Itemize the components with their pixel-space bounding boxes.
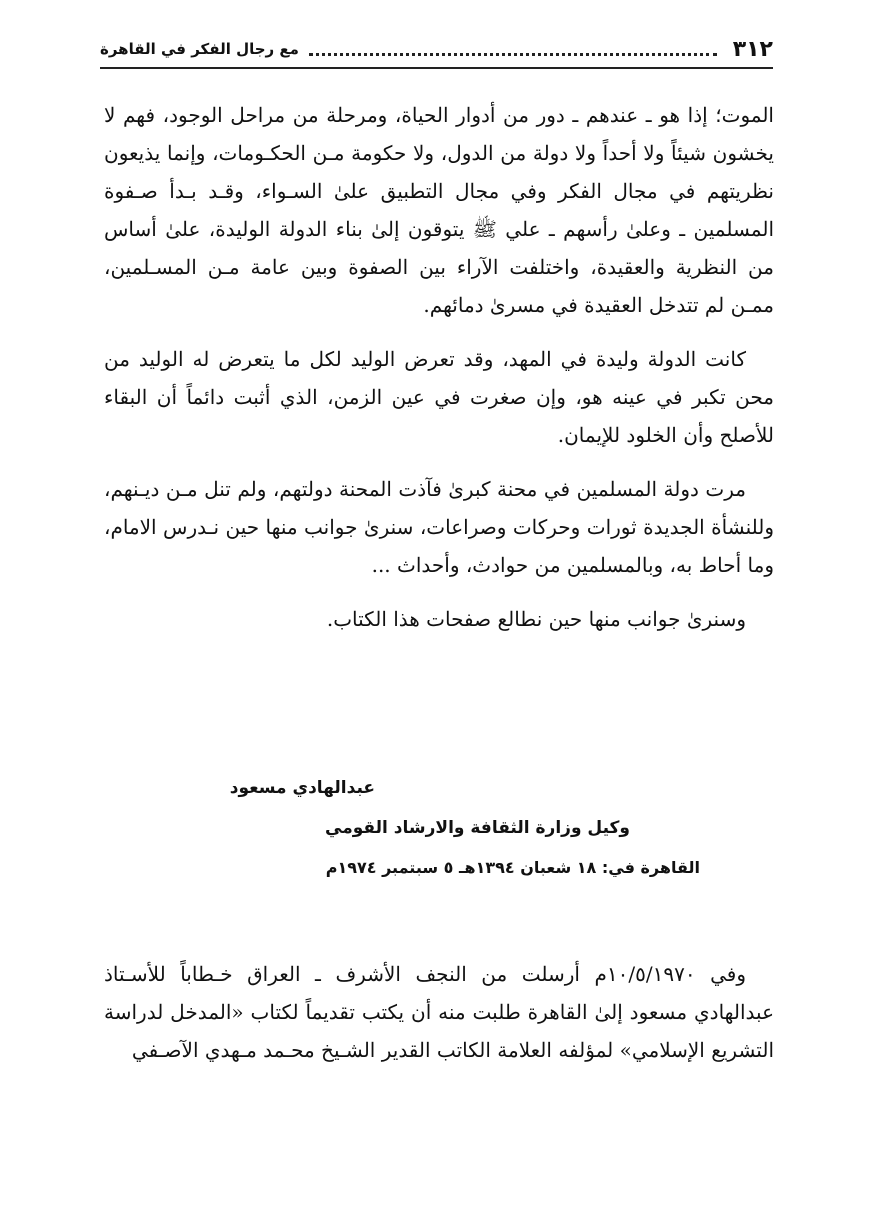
paragraph: الموت؛ إذا هو ـ عندهم ـ دور من أدوار الحياة، ومرحلة من مراحل الوجود، فهم لا يخشون شيئاً ولا أحداً ولا دولة من الدول، ولا حكومة مـن الحكـومات، وإنما يذيعون نظريتهم في مجال الفكر وفي مجال التطبيق علىٰ السـواء، وقـد بـدأ صـفوة المسلمين ـ وعلىٰ رأسهم ـ علي ﷺ يتوقون إلىٰ بناء الدولة الوليدة، علىٰ أساس من النظرية والعقيدة، واختلفت الآراء بين الصفوة وبين عامة مـن المسـلمين، ممـن لم تتدخل العقيدة في مسرىٰ دمائهم. (104, 103, 775, 317)
header-rule (100, 67, 773, 69)
running-title: مع رجال الفكر في القاهرة (100, 40, 299, 58)
paragraph: وفي ١٠/٥/١٩٧٠م أرسلت من النجف الأشرف ـ العراق خـطاباً للأسـتاذ عبدالهادي مسعود إلىٰ القاهرة طلبت منه أن يكتب تقديماً لكتاب «المدخل لدراسة التشريع الإسلامي» لمؤلفه العلامة الكاتب القدير الشـيخ محـمد مـهدي الآصـفي (104, 962, 775, 1062)
page-number: ٣١٢ (732, 36, 773, 62)
signature-title: وكيل وزارة الثقافة والارشاد القومي (325, 818, 630, 838)
paragraph: وسنرىٰ جوانب منها حين نطالع صفحات هذا الكتاب. (326, 607, 746, 631)
paragraph: كانت الدولة وليدة في المهد، وقد تعرض الوليد لكل ما يتعرض له الوليد من محن تكبر في عينه هو، وإن صغرت في عين الزمن، الذي أثبت دائماً أن البقاء للأصلح وأن الخلود للإيمان. (104, 347, 774, 447)
paragraph: مرت دولة المسلمين في محنة كبرىٰ فآذت المحنة دولتهم، ولم تنل مـن ديـنهم، وللنشأة الجديدة ثورات وحركات وصراعات، سنرىٰ جوانب منها حين نـدرس الامام، وما أحاط به، وبالمسلمين من حوادث، وأحداث ... (104, 477, 774, 577)
signature-name: عبدالهادي مسعود (229, 778, 375, 798)
closing-text (104, 955, 774, 1085)
signature-block (100, 768, 700, 888)
page-header (100, 34, 773, 64)
main-text (104, 96, 774, 654)
signature-date: القاهرة في: ١٨ شعبان ١٣٩٤هـ ٥ سبتمبر ١٩٧٤م (325, 858, 700, 877)
header-leader-dots (309, 49, 717, 56)
